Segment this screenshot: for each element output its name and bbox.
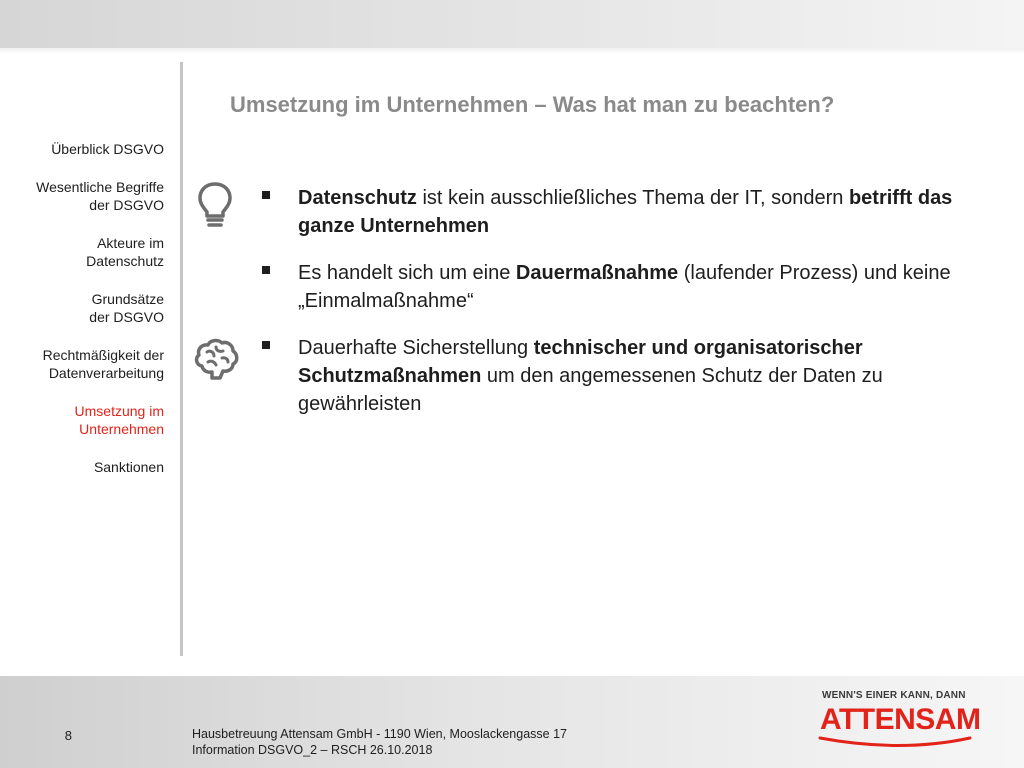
bullet-item xyxy=(260,184,960,240)
bullet-marker xyxy=(262,266,270,274)
footer-document-info: Information DSGVO_2 – RSCH 26.10.2018 xyxy=(192,743,433,757)
nav-item-0[interactable] xyxy=(0,140,164,158)
nav-item-label-line: Sanktionen xyxy=(93,459,164,475)
header-shadow xyxy=(0,48,1024,54)
nav-item-1[interactable] xyxy=(0,178,164,214)
footer-company-address: Hausbetreuung Attensam GmbH - 1190 Wien, Mooslackengasse 17 xyxy=(192,727,567,741)
section-navigation xyxy=(0,140,164,496)
nav-item-label-line: Überblick DSGVO xyxy=(51,141,164,157)
nav-item-label-line: der DSGVO xyxy=(89,309,164,325)
bullet-emphasis: Dauermaßnahme xyxy=(515,262,679,284)
logo-tagline: WENN'S EINER KANN, DANN xyxy=(822,690,966,701)
bullet-segment: ist kein ausschließliches Thema der IT, sondern xyxy=(416,187,849,209)
bullet-list xyxy=(260,184,960,437)
footer-info xyxy=(192,726,567,758)
bullet-segment: Dauerhafte Sicherstellung xyxy=(298,337,534,359)
bullet-text xyxy=(298,334,960,418)
bullet-segment: (laufender Prozess) und keine „Einmalmaßnahme“ xyxy=(298,262,951,312)
nav-item-label-line: Datenverarbeitung xyxy=(48,365,164,381)
bullet-marker xyxy=(262,341,270,349)
bullet-item xyxy=(260,259,960,315)
bullet-emphasis: technischer und organisatorischer Schutzmaßnahmen xyxy=(298,337,863,387)
top-header-band xyxy=(0,0,1024,48)
bullet-emphasis: betrifft das ganze Unternehmen xyxy=(298,187,953,237)
nav-item-label-line: Datenschutz xyxy=(86,253,164,269)
nav-item-4[interactable] xyxy=(0,346,164,382)
nav-item-6[interactable] xyxy=(0,458,164,476)
slide-title: Umsetzung im Unternehmen – Was hat man zu beachten? xyxy=(230,92,835,117)
bullet-segment: Es handelt sich um eine xyxy=(298,262,516,284)
nav-item-label-line: der DSGVO xyxy=(89,197,164,213)
nav-item-label-line: Umsetzung im xyxy=(74,403,164,419)
nav-item-label-line: Akteure im xyxy=(97,235,164,251)
nav-item-label-line: Unternehmen xyxy=(79,421,164,437)
nav-item-label-line: Rechtmäßigkeit der xyxy=(42,347,164,363)
nav-item-2[interactable] xyxy=(0,234,164,270)
logo-swoosh xyxy=(814,734,974,750)
bullet-segment: um den angemessenen Schutz der Daten zu gewährleisten xyxy=(298,365,883,415)
nav-item-3[interactable] xyxy=(0,290,164,326)
bullet-marker xyxy=(262,191,270,199)
bullet-text xyxy=(298,184,960,240)
nav-item-label-line: Wesentliche Begriffe xyxy=(36,179,164,195)
nav-item-5[interactable] xyxy=(0,402,164,438)
page-number: 8 xyxy=(64,728,72,743)
brain-icon xyxy=(192,336,240,384)
attensam-logo xyxy=(814,690,981,752)
bullet-text xyxy=(298,259,960,315)
lightbulb-icon xyxy=(196,180,234,230)
nav-item-label-line: Grundsätze xyxy=(91,291,164,307)
vertical-divider xyxy=(180,62,183,656)
bullet-item xyxy=(260,334,960,418)
logo-wordmark: ATTENSAM xyxy=(820,703,981,736)
bullet-emphasis: Datenschutz xyxy=(298,187,417,209)
